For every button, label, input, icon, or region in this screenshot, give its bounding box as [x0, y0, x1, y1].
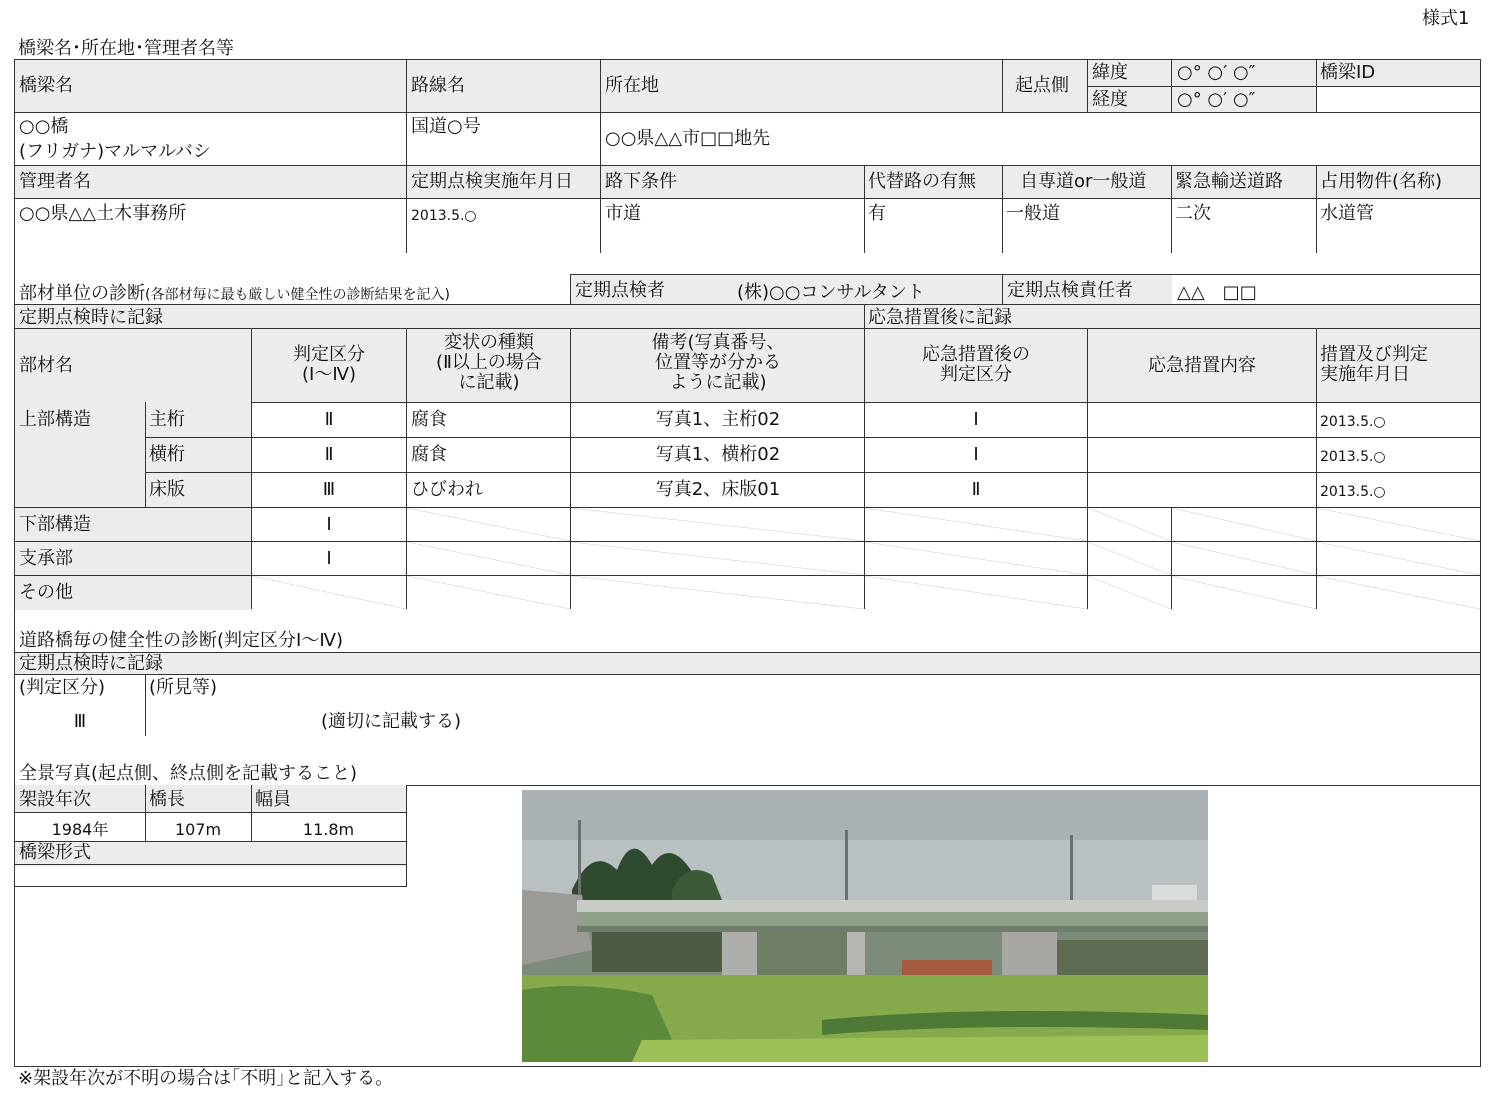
col-construction-year: 架設年次 [19, 789, 91, 810]
judgment-cross-girder: Ⅱ [324, 444, 334, 465]
col-bridge-type: 橋梁形式 [19, 842, 91, 863]
section3-table [14, 610, 1481, 738]
value-manager: ○○県△△土木事務所 [19, 203, 187, 224]
defect-cross-girder: 腐食 [411, 444, 447, 465]
panorama-photo [522, 790, 1208, 1062]
col-member: 部材名 [19, 355, 73, 376]
value-route-name: 国道○号 [411, 116, 481, 137]
record-periodic-label: 定期点検時に記録 [19, 307, 163, 328]
judgment-label: (判定区分) [19, 677, 106, 698]
section3-title: 道路橋毎の健全性の診断(判定区分Ⅰ～Ⅳ) [19, 630, 343, 651]
after-cross-girder: Ⅰ [973, 444, 979, 465]
judgment-main-girder: Ⅱ [324, 409, 334, 430]
superstructure-label: 上部構造 [19, 409, 91, 430]
inspector-label: 定期点検者 [575, 280, 665, 301]
remarks-main-girder: 写真1、主桁02 [655, 409, 781, 430]
value-location: ○○県△△市□□地先 [605, 128, 771, 149]
header-under-condition: 路下条件 [605, 171, 677, 192]
value-occupancy: 水道管 [1320, 203, 1374, 224]
date-deck-slab: 2013.5.○ [1320, 484, 1386, 500]
after-deck-slab: Ⅱ [971, 479, 981, 500]
date-main-girder: 2013.5.○ [1320, 414, 1386, 430]
section1-table [14, 59, 1481, 254]
col-judgment: 判定区分 (Ⅰ～Ⅳ) [293, 344, 365, 385]
section4-area [14, 737, 1481, 1067]
bearing-judgment: Ⅰ [326, 548, 332, 569]
value-detour: 有 [868, 203, 886, 224]
defect-deck-slab: ひびわれ [411, 479, 483, 500]
findings-label: (所見等) [149, 677, 218, 698]
section4-title: 全景写真(起点側、終点側を記載すること) [19, 763, 358, 784]
col-measure: 応急措置内容 [1148, 355, 1256, 376]
col-remarks: 備考(写真番号、 位置等が分かる ように記載) [651, 332, 785, 393]
header-longitude: 経度 [1092, 89, 1128, 110]
header-occupancy: 占用物件(名称) [1320, 171, 1443, 192]
judgment-deck-slab: Ⅲ [322, 479, 336, 500]
value-bridge-width: 11.8m [302, 820, 355, 839]
member-deck-slab: 床版 [149, 479, 185, 500]
header-emergency-route: 緊急輸送道路 [1175, 171, 1283, 192]
bearing-label: 支承部 [19, 548, 73, 569]
responsible-label: 定期点検責任者 [1007, 280, 1133, 301]
value-longitude: ○° ○′ ○″ [1177, 89, 1256, 110]
inspector-value: (株)○○コンサルタント [737, 282, 925, 303]
section3-record-label: 定期点検時に記録 [19, 653, 163, 674]
value-under-condition: 市道 [605, 203, 641, 224]
date-cross-girder: 2013.5.○ [1320, 449, 1386, 465]
section2-title [19, 284, 450, 305]
header-start-side: 起点側 [1015, 75, 1069, 96]
value-emergency-route: 二次 [1175, 203, 1211, 224]
overall-judgment: Ⅲ [73, 711, 87, 732]
remarks-deck-slab: 写真2、床版01 [655, 479, 781, 500]
header-latitude: 緯度 [1092, 62, 1128, 83]
remarks-cross-girder: 写真1、横桁02 [655, 444, 781, 465]
value-construction-year: 1984年 [51, 820, 109, 839]
section2-title-note: (各部材毎に最も厳しい健全性の診断結果を記入) [145, 287, 450, 303]
col-measure-date: 措置及び判定 実施年月日 [1320, 344, 1428, 385]
record-emergency-label: 応急措置後に記録 [868, 307, 1012, 328]
header-bridge-id: 橋梁ID [1320, 62, 1376, 83]
value-furigana: (フリガナ)マルマルバシ [19, 141, 211, 162]
value-road-type: 一般道 [1006, 203, 1060, 224]
col-defect: 変状の種類 (Ⅱ以上の場合 に記載) [436, 332, 542, 393]
value-bridge-length: 107m [174, 820, 222, 839]
substructure-judgment: Ⅰ [326, 514, 332, 535]
section2-table [14, 253, 1481, 611]
header-inspection-date: 定期点検実施年月日 [411, 171, 573, 192]
after-main-girder: Ⅰ [973, 409, 979, 430]
value-bridge-name: ○○橋 [19, 116, 69, 137]
section2-title-main: 部材単位の診断 [19, 283, 145, 304]
value-inspection-date: 2013.5.○ [411, 208, 477, 224]
section1-title: 橋梁名･所在地･管理者名等 [18, 38, 234, 59]
value-latitude: ○° ○′ ○″ [1177, 62, 1256, 83]
responsible-value: △△ □□ [1177, 282, 1257, 303]
header-bridge-name: 橋梁名 [19, 75, 73, 96]
overall-findings: (適切に記載する) [321, 711, 462, 732]
header-road-type: 自専道or一般道 [1020, 171, 1147, 192]
form-label: 様式1 [1422, 8, 1470, 29]
header-detour: 代替路の有無 [868, 171, 976, 192]
defect-main-girder: 腐食 [411, 409, 447, 430]
member-main-girder: 主桁 [149, 409, 185, 430]
substructure-label: 下部構造 [19, 514, 91, 535]
other-label: その他 [19, 582, 73, 603]
col-bridge-width: 幅員 [255, 789, 291, 810]
bridge-photo-image [522, 790, 1208, 1062]
footnote: ※架設年次が不明の場合は｢不明｣と記入する。 [18, 1068, 394, 1089]
member-cross-girder: 横桁 [149, 444, 185, 465]
col-after-judgment: 応急措置後の 判定区分 [922, 344, 1030, 385]
header-location: 所在地 [605, 75, 659, 96]
header-manager: 管理者名 [19, 171, 91, 192]
col-bridge-length: 橋長 [149, 789, 185, 810]
header-route-name: 路線名 [411, 75, 465, 96]
